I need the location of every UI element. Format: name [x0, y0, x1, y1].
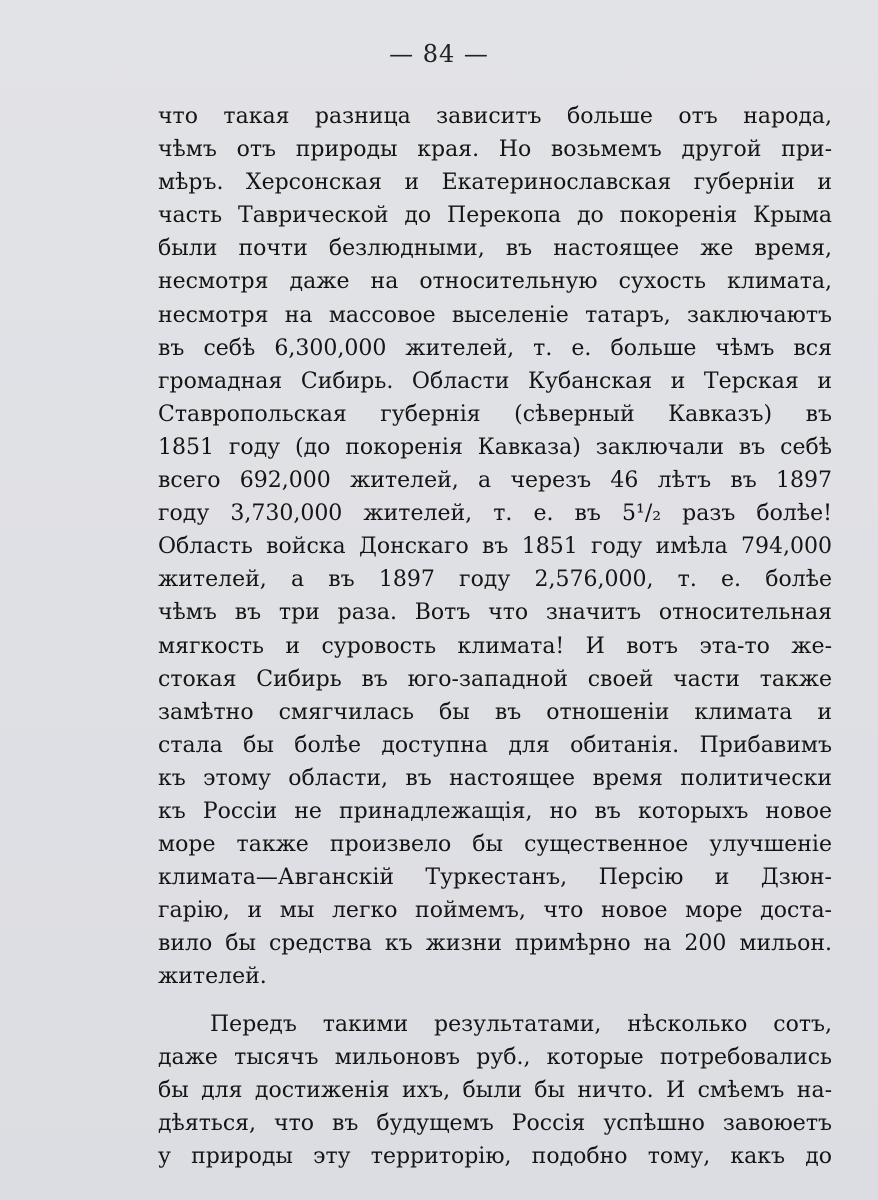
text-line: громадная Сибирь. Области Кубанская и Терская и	[158, 368, 832, 394]
text-line: климата—Авганскій Туркестанъ, Персію и Дзюн-	[158, 865, 832, 891]
text-line: чѣмъ въ три раза. Вотъ что значитъ относительная	[158, 600, 832, 626]
text-line: гарію, и мы легко поймемъ, что новое море доста-	[158, 898, 832, 924]
text-line: часть Таврической до Перекопа до покоренія Крыма	[158, 203, 832, 229]
text-line: къ этому области, въ настоящее время политически	[158, 765, 832, 791]
text-line: Ставропольская губернія (сѣверный Кавказъ) въ	[158, 401, 832, 427]
text-line: жителей.	[158, 964, 267, 990]
text-line: у природы эту территорію, подобно тому, какъ до	[158, 1143, 832, 1169]
text-line: море также произвело бы существенное улучшеніе	[158, 832, 832, 858]
text-line: несмотря на массовое выселеніе татаръ, заключаютъ	[158, 302, 832, 328]
text-line: всего 692,000 жителей, а черезъ 46 лѣтъ въ 1897	[158, 468, 832, 494]
text-line: Область войска Донскаго въ 1851 году имѣла 794,000	[158, 534, 832, 560]
paragraph-1	[158, 100, 832, 994]
text-line: мѣръ. Херсонская и Екатеринославская губерніи и	[158, 170, 832, 196]
paragraph-2	[158, 1008, 832, 1173]
text-line: 1851 году (до покоренія Кавказа) заключали въ себѣ	[158, 434, 832, 460]
text-line: были почти безлюдными, въ настоящее же время,	[158, 236, 832, 262]
text-line: жителей, а въ 1897 году 2,576,000, т. е. болѣе	[158, 567, 832, 593]
text-line: что такая разница зависитъ больше отъ народа,	[158, 104, 832, 129]
page-text	[158, 100, 832, 1173]
paragraph-gap	[158, 994, 832, 1008]
text-line: году 3,730,000 жителей, т. е. въ 5¹/₂ разъ болѣе!	[158, 501, 832, 527]
text-line: къ Россіи не принадлежащія, но въ которыхъ новое	[158, 798, 832, 824]
text-line: стокая Сибирь въ юго-западной своей части также	[158, 666, 832, 692]
text-line: бы для достиженія ихъ, были бы ничто. И смѣемъ на-	[158, 1077, 832, 1103]
text-line: несмотря даже на относительную сухость климата,	[158, 269, 832, 295]
text-line: мягкость и суровость климата! И вотъ эта-то же-	[158, 633, 832, 659]
text-line: дѣяться, что въ будущемъ Россія успѣшно завоюетъ	[158, 1110, 832, 1136]
text-line: чѣмъ отъ природы края. Но возьмемъ другой при-	[158, 137, 832, 163]
text-line: стала бы болѣе доступна для обитанія. Прибавимъ	[158, 732, 832, 758]
text-line: Передъ такими результатами, нѣсколько сотъ,	[210, 1011, 832, 1037]
text-line: замѣтно смягчилась бы въ отношеніи климата и	[158, 699, 832, 725]
text-line: въ себѣ 6,300,000 жителей, т. е. больше чѣмъ вся	[158, 335, 832, 361]
text-line: вило бы средства къ жизни примѣрно на 200 мильон.	[158, 931, 832, 957]
text-line: даже тысячъ мильоновъ руб., которые потребовались	[158, 1044, 832, 1070]
page-number: — 84 —	[389, 40, 489, 68]
